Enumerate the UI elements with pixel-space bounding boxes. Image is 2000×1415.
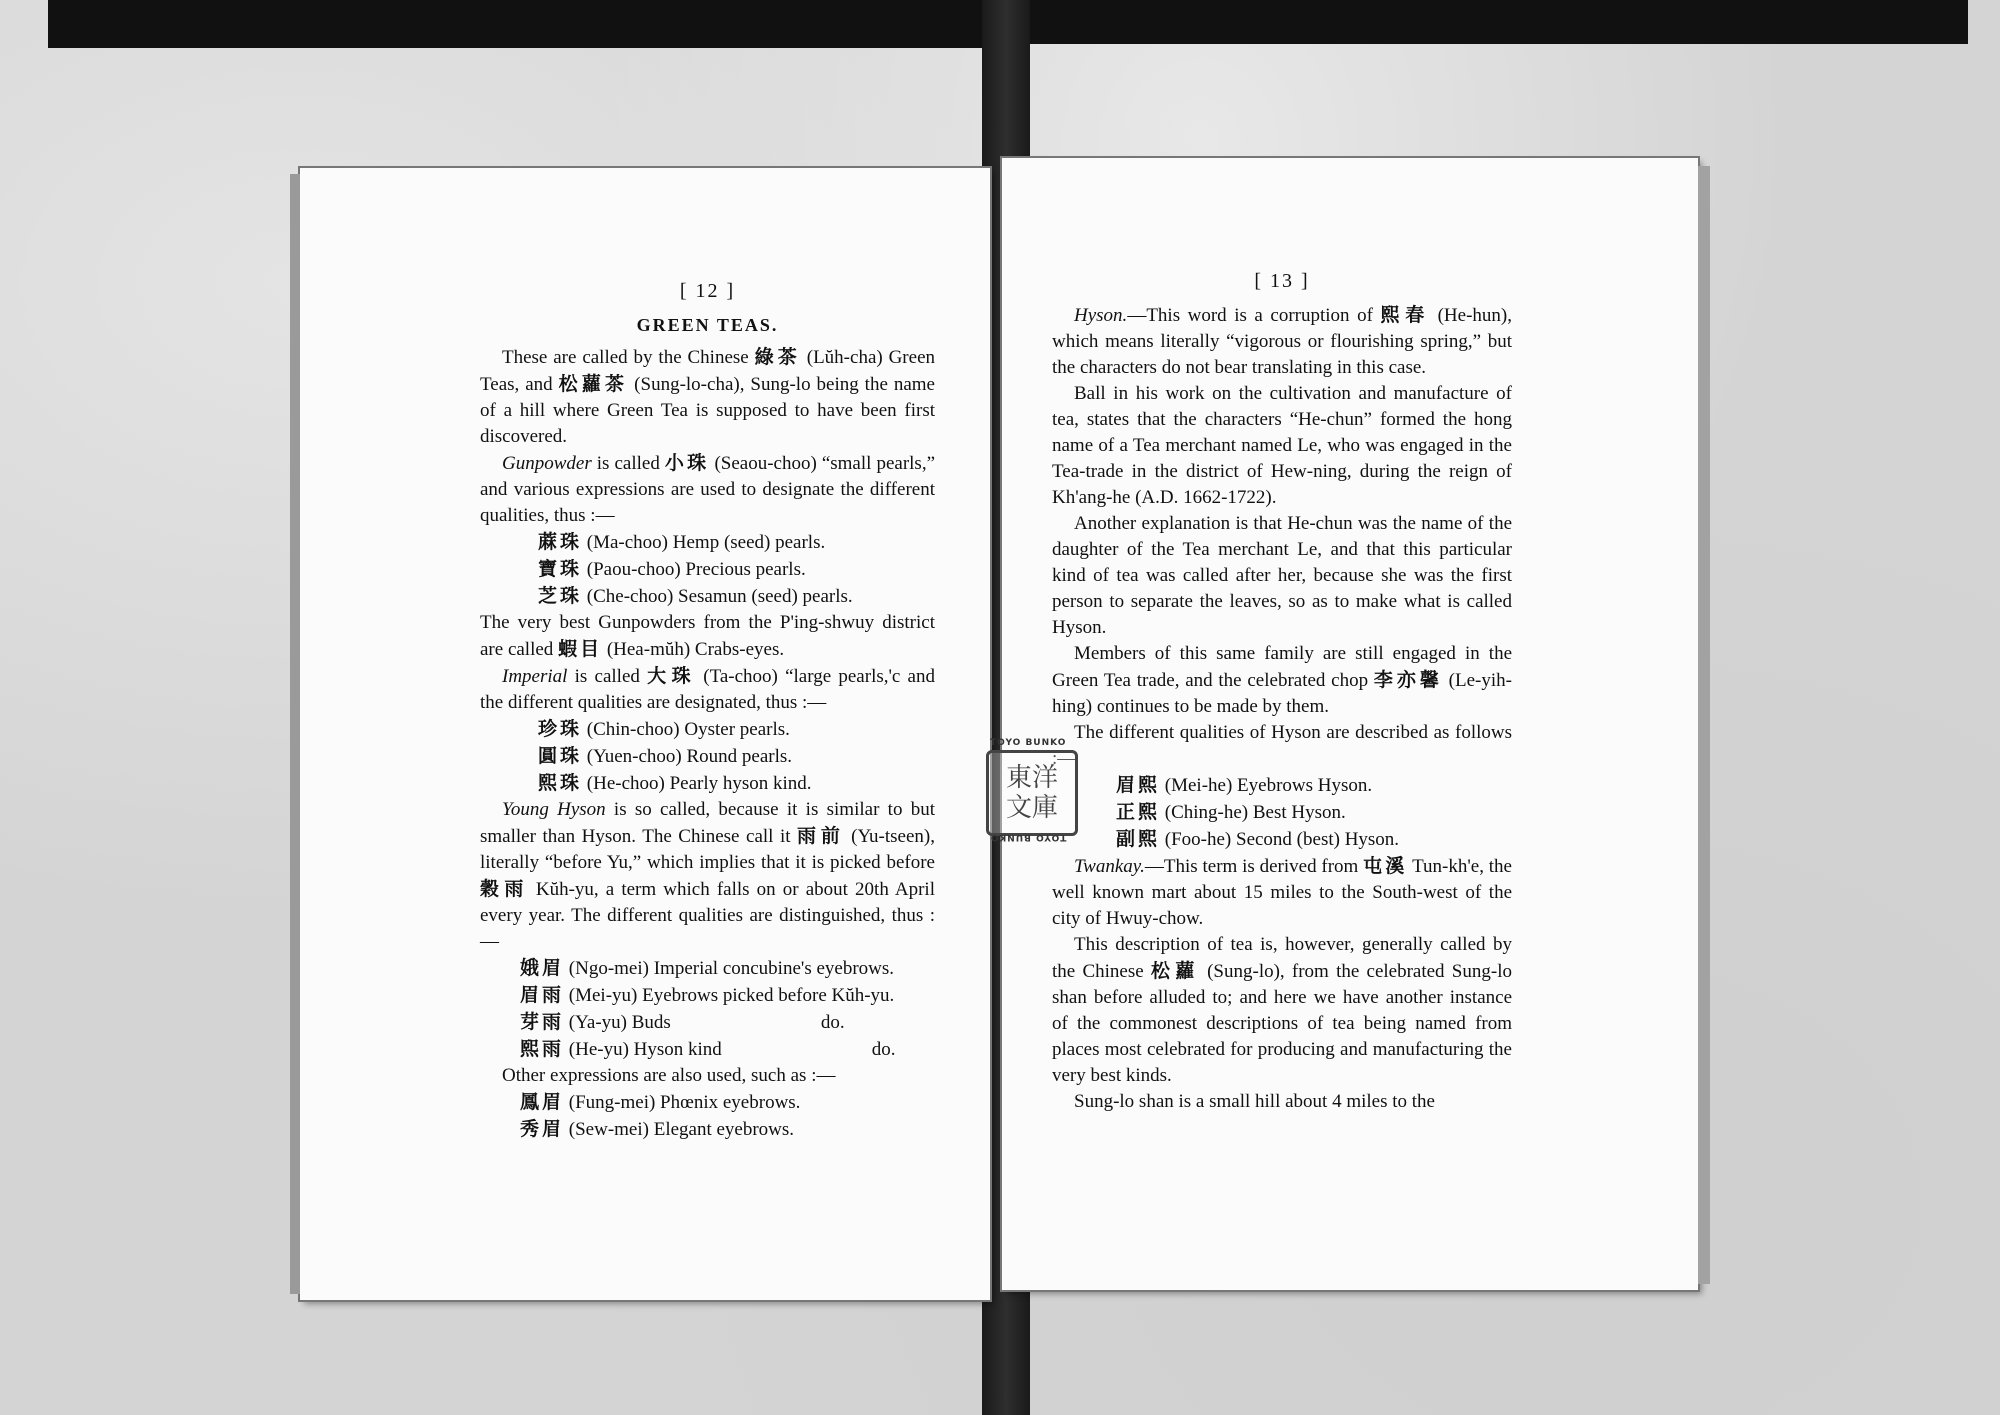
list-item: 芝珠 (Che-choo) Sesamun (seed) pearls.	[538, 585, 853, 607]
right-page-text	[1052, 268, 1512, 1115]
library-stamp	[980, 738, 1078, 844]
section-heading: GREEN TEAS.	[636, 315, 779, 335]
list-item: 蔴珠 (Ma-choo) Hemp (seed) pearls.	[538, 531, 826, 553]
list-item: 正熙 (Ching-he) Best Hyson.	[1116, 801, 1346, 823]
paragraph: Imperial is called 大珠 (Ta-choo) “large pearls,'c and the different qualities are designated, thus :—	[480, 665, 935, 713]
paragraph: Ball in his work on the cultivation and manufacture of tea, states that the characters “He-chun” formed the hong name of a Tea merchant named Le, who was engaged in the Tea-trade in the district of Hew-ning, during the reign of Kh'ang-he (A.D. 1662-1722).	[1052, 383, 1512, 508]
paragraph: These are called by the Chinese 綠茶 (Lŭh-cha) Green Teas, and 松蘿茶 (Sung-lo-cha), Sung-lo being the name of a hill where Green Tea is supposed to have been first discovered.	[480, 346, 935, 447]
scanner-edge-left	[48, 0, 982, 48]
paragraph: Twankay.—This term is derived from 屯溪 Tun-kh'e, the well known mart about 15 miles to the South-west of the city of Hwuy-chow.	[1052, 855, 1512, 929]
list-item: 寶珠 (Paou-choo) Precious pearls.	[538, 558, 806, 580]
stamp-glyphs: 東洋文庫	[1005, 763, 1058, 823]
list-item: 熙雨 (He-yu) Hyson kind do.	[480, 1036, 935, 1063]
paragraph: Another explanation is that He-chun was the name of the daughter of the Tea merchant Le, and that this particular kind of tea was called after her, because she was the first person to separate the leaves, so as to make what is called Hyson.	[1052, 513, 1512, 638]
page-number: [ 12 ]	[679, 280, 736, 302]
paragraph: Sung-lo shan is a small hill about 4 miles to the	[1074, 1091, 1435, 1112]
scanner-edge-right	[1030, 0, 1968, 44]
paragraph: Other expressions are also used, such as :—	[502, 1065, 836, 1086]
paragraph: The different qualities of Hyson are described as follows :—	[1052, 722, 1512, 769]
page-edge	[290, 174, 300, 1294]
paragraph: Young Hyson is so called, because it is similar to but smaller than Hyson. The Chinese call it 雨前 (Yu-tseen), literally “before Yu,” which implies that it is picked before 穀雨 Kŭh-yu, a term which falls on or about 20th April every year. The different qualities are distinguished, thus :—	[480, 799, 936, 952]
page-number: [ 13 ]	[1254, 270, 1310, 292]
list-item: 圓珠 (Yuen-choo) Round pearls.	[538, 745, 793, 767]
stamp-bottom-text: TOYO BUNKO	[990, 832, 1067, 842]
paragraph: This description of tea is, however, generally called by the Chinese 松蘿 (Sung-lo), from the celebrated Sung-lo shan before alluded to; and here we have another instance of the commonest descriptions of tea being named from places most celebrated for producing and manufacturing the very best kinds.	[1052, 934, 1512, 1086]
ditto-mark: do.	[871, 1039, 896, 1060]
list-item: 鳳眉 (Fung-mei) Phœnix eyebrows.	[520, 1091, 801, 1113]
paragraph: Hyson.—This word is a corruption of 熙春 (He-hun), which means literally “vigorous or flourishing spring,” but the characters do not bear translating in this case.	[1052, 304, 1512, 378]
list-item: 眉雨 (Mei-yu) Eyebrows picked before Kŭh-yu.	[520, 984, 895, 1006]
page-edge	[1698, 166, 1710, 1284]
paragraph: The very best Gunpowders from the P'ing-shwuy district are called 蝦目 (Hea-mŭh) Crabs-eyes.	[480, 612, 935, 660]
paragraph: Gunpowder is called 小珠 (Seaou-choo) “small pearls,” and various expressions are used to designate the different qualities, thus :—	[480, 452, 935, 526]
stamp-top-text: TOYO BUNKO	[990, 738, 1067, 748]
list-item: 娥眉 (Ngo-mei) Imperial concubine's eyebrows.	[520, 957, 895, 979]
ditto-mark: do.	[820, 1012, 845, 1033]
paragraph: Members of this same family are still engaged in the Green Tea trade, and the celebrated chop 李亦馨 (Le-yih-hing) continues to be made by them.	[1052, 643, 1512, 717]
list-item: 芽雨 (Ya-yu) Buds do.	[480, 1009, 935, 1036]
list-item: 秀眉 (Sew-mei) Elegant eyebrows.	[520, 1118, 795, 1140]
list-item: 眉熙 (Mei-he) Eyebrows Hyson.	[1116, 774, 1373, 796]
list-item: 熙珠 (He-choo) Pearly hyson kind.	[538, 772, 812, 794]
left-page-text	[480, 278, 935, 1143]
list-item: 副熙 (Foo-he) Second (best) Hyson.	[1116, 828, 1400, 850]
stamp-seal	[986, 750, 1078, 836]
list-item: 珍珠 (Chin-choo) Oyster pearls.	[538, 718, 790, 740]
left-page	[300, 168, 990, 1300]
right-page	[1002, 158, 1698, 1290]
